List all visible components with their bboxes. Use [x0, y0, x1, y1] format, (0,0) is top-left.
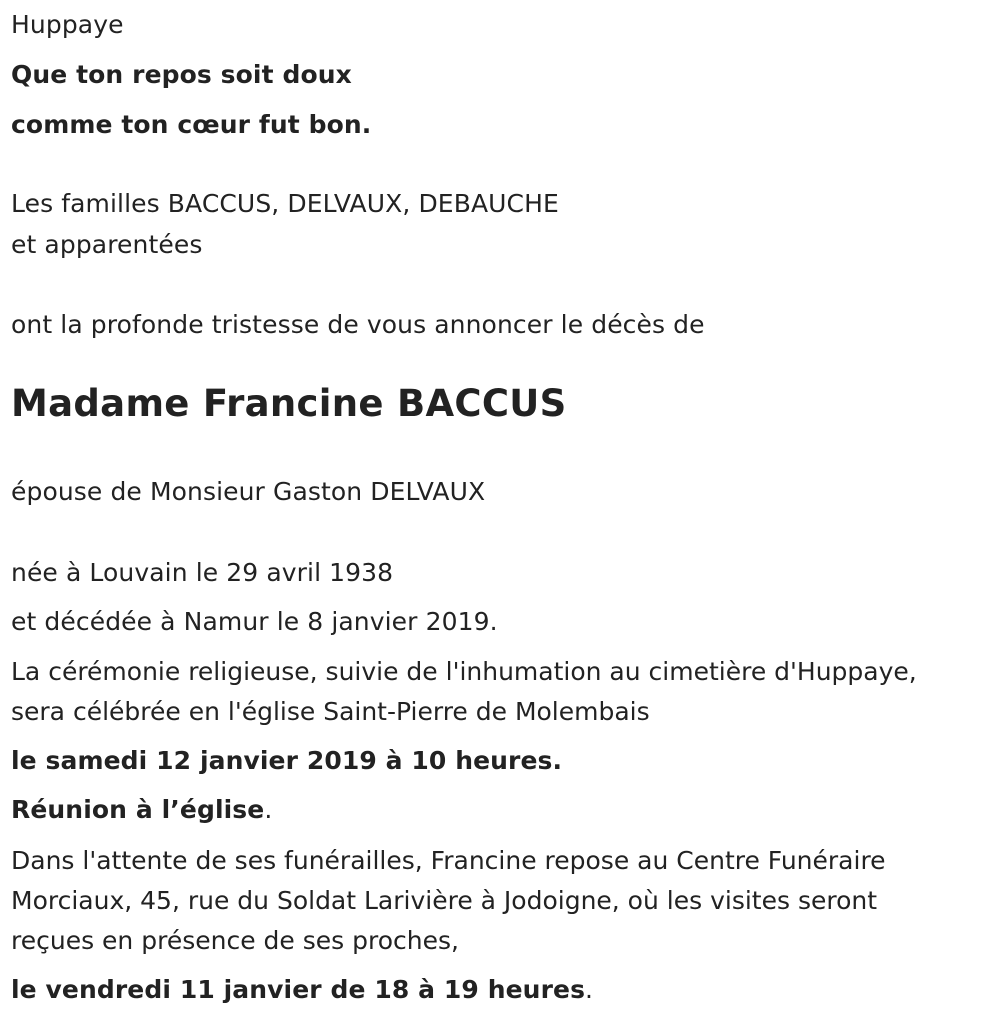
- announcement-text: ont la profonde tristesse de vous annoncer le décès de: [11, 310, 705, 339]
- meeting-text: [11, 795, 272, 825]
- families-line-2: et apparentées: [11, 230, 203, 259]
- ceremony-line-1: La cérémonie religieuse, suivie de l'inhumation au cimetière d'Huppaye,: [11, 657, 917, 686]
- visits-line-2: Morciaux, 45, rue du Soldat Larivière à Jodoigne, où les visites seront: [11, 886, 878, 915]
- death-text: et décédée à Namur le 8 janvier 2019.: [11, 607, 498, 636]
- visits-line-1: Dans l'attente de ses funérailles, Francine repose au Centre Funéraire: [11, 846, 886, 875]
- meeting-place: Réunion à l’église: [11, 795, 265, 824]
- visits-line-3: reçues en présence de ses proches,: [11, 926, 459, 955]
- quote-line-2: comme ton cœur fut bon.: [11, 110, 372, 139]
- families-line-1: Les familles BACCUS, DELVAUX, DEBAUCHE: [11, 189, 559, 218]
- visits-paragraph: [11, 841, 986, 961]
- deceased-name: Madame Francine BACCUS: [11, 382, 567, 425]
- birth-text: née à Louvain le 29 avril 1938: [11, 558, 394, 587]
- visits-date-suffix: .: [585, 975, 594, 1004]
- ceremony-date: le samedi 12 janvier 2019 à 10 heures.: [11, 746, 563, 775]
- quote-line-1: Que ton repos soit doux: [11, 60, 352, 89]
- visits-date: [11, 975, 593, 1005]
- spouse-text: épouse de Monsieur Gaston DELVAUX: [11, 477, 486, 506]
- visits-date-bold: le vendredi 11 janvier de 18 à 19 heures: [11, 975, 586, 1004]
- meeting-suffix: .: [264, 795, 273, 824]
- ceremony-line-2: sera célébrée en l'église Saint-Pierre de Molembais: [11, 697, 650, 726]
- location: Huppaye: [11, 10, 124, 39]
- ceremony-paragraph: [11, 652, 986, 732]
